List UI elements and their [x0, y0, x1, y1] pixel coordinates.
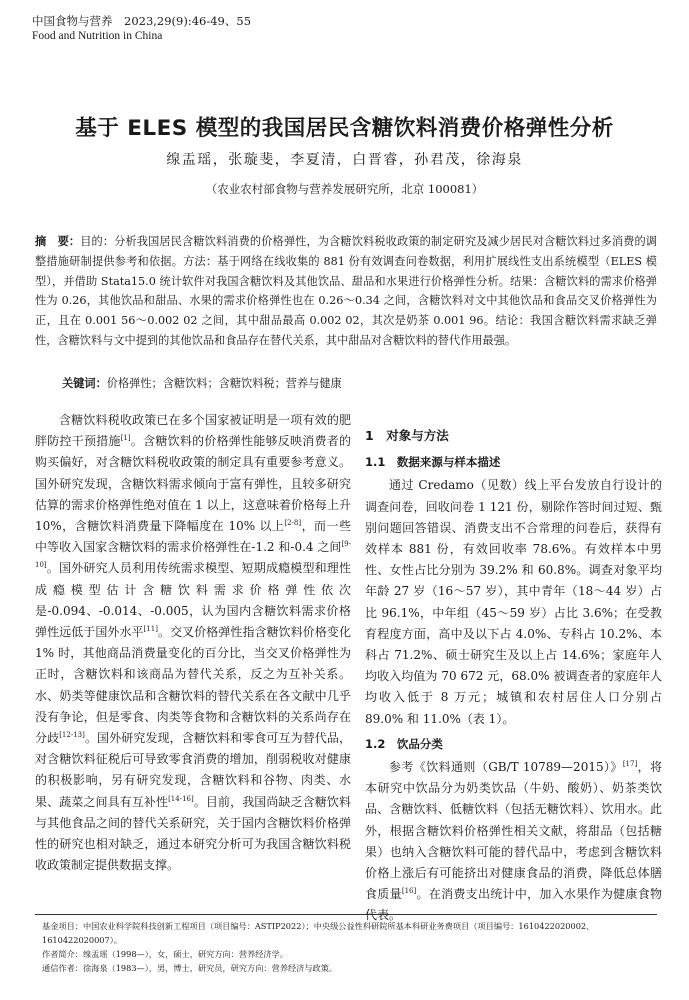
body-right-column: [365, 425, 662, 927]
footnote-divider: [35, 914, 657, 915]
author-list: 缐盂瑶，张璇斐，李夏清，白晋睿，孙君茂，徐海泉: [166, 152, 523, 168]
section-heading: 1 对象与方法: [365, 428, 449, 443]
keywords: [62, 375, 662, 393]
citation: [14-16]: [168, 794, 194, 803]
funding-note: 基金项目：中国农业科学院科技创新工程项目（项目编号：ASTIP2022）；中央级公益性科研院所基本科研业务费项目（项目编号：1610422020002、1610422020007）。: [42, 921, 595, 945]
citation: [16]: [401, 887, 417, 896]
citation: [11]: [143, 625, 158, 634]
keywords-label: 关键词：: [62, 377, 107, 390]
subsection-heading: 1.2 饮品分类: [365, 736, 443, 751]
abstract-text: 目的：分析我国居民含糖饮料消费的价格弹性，为含糖饮料税收政策的制定研究及减少居民对含糖饮料过多消费的调整措施研制提供参考和依据。方法：基于网络在线收集的 881 份有效调查问卷数据，利用扩展线性支出系统模型（ELES 模型），并借助 Stata15.0 统计软件对我国含糖饮料及其他饮品、甜品和水果进行价格弹性分析。结果：含糖饮料的需求价格弹性为 0.26，其他饮品和甜品、水果的需求价格弹性也在 0.26～0.34 之间，含糖饮料对文中其他饮品和食品交叉价格弹性为正，且在 0.001 56～0.002 02 之间，其中甜品最高 0.002 02，其次是奶茶 0.001 96。结论：我国含糖饮料需求缺乏弹性，含糖饮料与文中提到的其他饮品和食品存在替代关系，其中甜品对含糖饮料的替代作用最强。: [35, 235, 657, 347]
citation: [9-10]: [35, 540, 351, 570]
intro-paragraph: 含糖饮料税收政策已在多个国家被证明是一项有效的肥胖防控干预措施[1]。含糖饮料的价格弹性能够反映消费者的购买偏好，对含糖饮料税收政策的制定具有重要参考意义。国外研究发现，含糖饮料需求倾向于富有弹性，且较多研究估算的需求价格弹性绝对值在 1 以上，这意味着价格每上升 10%，含糖饮料消费量下降幅度在 10% 以上[2-8]，而一些中等收入国家含糖饮料的需求价格弹性在-1.2 和-0.4 之间[9-10]。国外研究人员利用传统需求模型、短期成瘾模型和理性成瘾模型估计含糖饮料需求价格弹性依次是-0.094、-0.014、-0.005，认为国内含糖饮料需求价格弹性远低于国外水平[11]。交叉价格弹性指含糖饮料价格变化 1% 时，其他商品消费量变化的百分比，当交叉价格弹性为正时，含糖饮料和该商品为替代关系，反之为互补关系。水、奶类等健康饮品和含糖饮料的替代关系在各文献中几乎没有争论，但是零食、肉类等食物和含糖饮料的关系尚存在分歧[12-13]。国外研究发现，含糖饮料和零食可互为替代品，对含糖饮料征税后可导致零食消费的增加，削弱税收对健康的积极影响，另有研究发现，含糖饮料和谷物、肉类、水果、蔬菜之间具有互补性[14-16]。目前，我国尚缺乏含糖饮料与其他食品之间的替代关系研究，关于国内含糖饮料价格弹性的研究也相对缺乏，通过本研究分析可为我国含糖饮料税收政策制定提供数据支撑。: [35, 413, 351, 873]
body-left-column: [35, 410, 351, 876]
abstract-label: 摘 要：: [35, 235, 81, 248]
author-bio-note: 作者简介：缐盂瑶（1998—），女，硕士，研究方向：营养经济学。: [42, 949, 288, 959]
methods-paragraph: 通过 Credamo（见数）线上平台发放自行设计的调查问卷，回收问卷 1 121 份，剔除作答时间过短、甄别问题回答错误、消费支出不合常理的问卷后，获得有效样本 881 份，有效回收率 78.6%。有效样本中男性、女性占比分别为 39.2% 和 60.8%。调查对象平均年龄 27 岁（16～57 岁），其中青年（18～44 岁）占比 96.1%，中年组（45～59 岁）占比 3.6%；在受教育程度方面，高中及以下占 4.0%、专科占 10.2%、本科占 71.2%、硕士研究生及以上占 14.6%；家庭年人均收入均值为 70 672 元，68.0% 被调查者的家庭年人均收入低于 8 万元；城镇和农村居住人口分别占 89.0% 和 11.0%（表 1）。: [365, 478, 662, 726]
subsection-heading: 1.1 数据来源与样本描述: [365, 455, 501, 470]
citation: [17]: [622, 760, 638, 769]
paper-title: 基于 ELES 模型的我国居民含糖饮料消费价格弹性分析: [75, 116, 614, 141]
citation: [1]: [120, 434, 131, 443]
footnotes: [42, 919, 662, 975]
classification-paragraph: 参考《饮料通则（GB/T 10789—2015）》[17]，将本研究中饮品分为奶类饮品（牛奶、酸奶）、奶茶类饮品、含糖饮料、低糖饮料（包括无糖饮料）、饮用水。此外，根据含糖饮料价格弹性相关文献，将甜品（包括糖果）也纳入含糖饮料可能的替代品中，考虑到含糖饮料价格上涨后有可能挤出对健康食品的消费，降低总体膳食质量[16]。在消费支出统计中，加入水果作为健康食物代表。: [365, 760, 662, 923]
corresponding-author-note: 通信作者：徐海泉（1983—），男，博士，研究员，研究方向：营养经济与政策。: [42, 963, 338, 973]
journal-name-en: Food and Nutrition in China: [32, 30, 163, 42]
journal-header: [32, 14, 251, 44]
keywords-text: 价格弹性；含糖饮料；含糖饮料税；营养与健康: [106, 377, 342, 390]
abstract: [35, 232, 657, 351]
citation: [12-13]: [59, 731, 85, 740]
journal-name-cn: 中国食物与营养 2023,29(9):46-49、55: [32, 14, 252, 28]
citation: [2-8]: [284, 519, 302, 528]
affiliation: （农业农村部食物与营养发展研究所，北京 100081）: [205, 182, 484, 196]
